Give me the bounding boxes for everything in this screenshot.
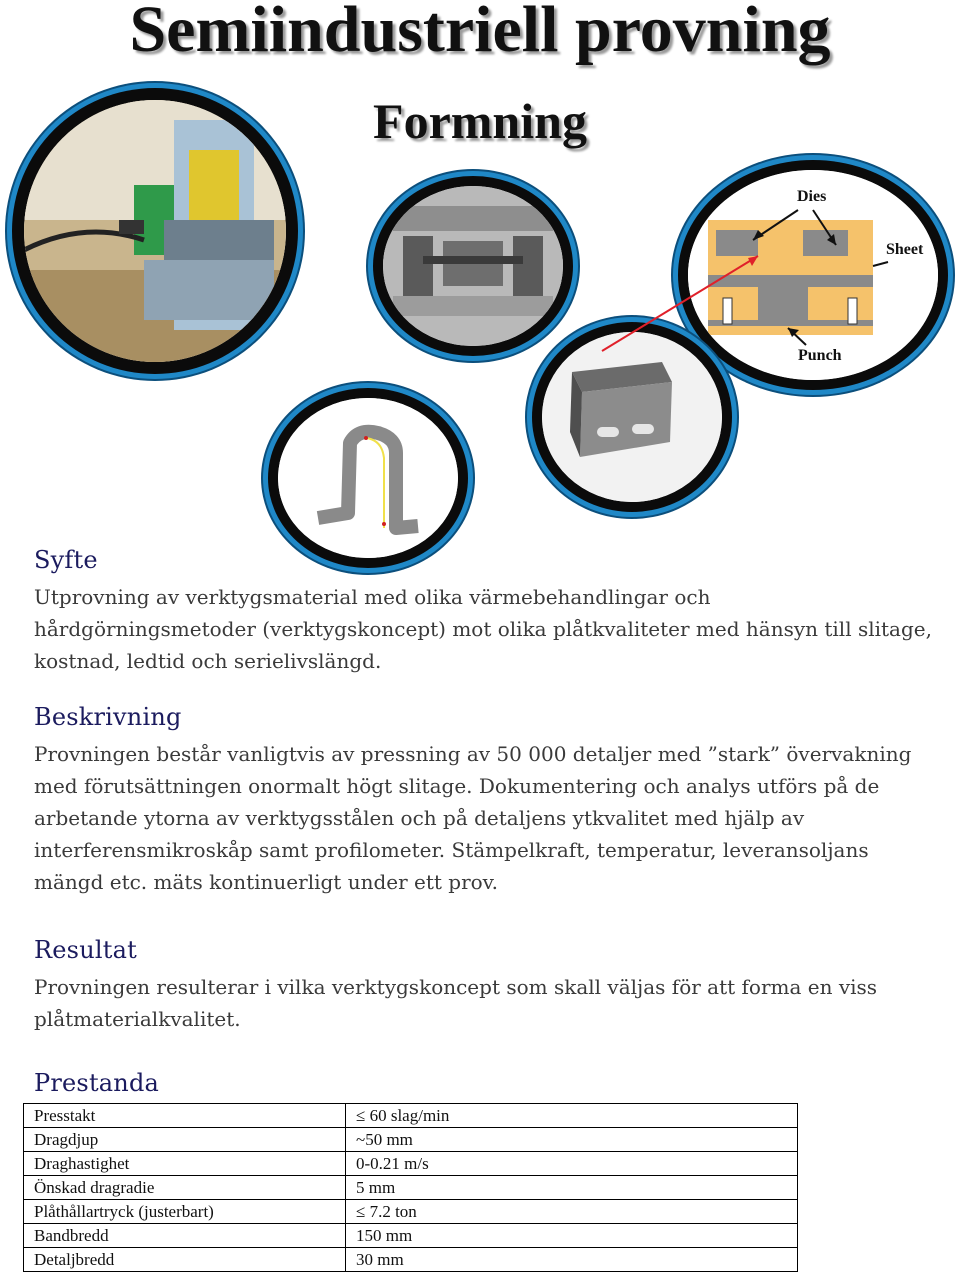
table-row bbox=[24, 1176, 798, 1200]
syfte-heading: Syfte bbox=[34, 546, 98, 574]
param-cell: Plåthållartryck (justerbart) bbox=[24, 1200, 346, 1224]
param-cell: Dragdjup bbox=[24, 1128, 346, 1152]
value-cell: 150 mm bbox=[346, 1224, 798, 1248]
resultat-text: Provningen resulterar i vilka verktygskoncept som skall väljas för att forma en viss plåtmaterialkvalitet. bbox=[34, 975, 878, 1031]
punch-block bbox=[758, 280, 808, 325]
syfte-text: Utprovning av verktygsmaterial med olika värmebehandlingar och hårdgörningsmetoder (verktygskoncept) mot olika plåtkvaliteter med hänsyn till slitage, kostnad, ledtid och serielivslängd. bbox=[34, 585, 932, 673]
formed-part-photo bbox=[532, 322, 732, 512]
table-row bbox=[24, 1104, 798, 1128]
u-part-render bbox=[268, 388, 468, 568]
param-cell: Detaljbredd bbox=[24, 1248, 346, 1272]
value-cell: ~50 mm bbox=[346, 1128, 798, 1152]
table-row bbox=[24, 1248, 798, 1272]
dies-label: Dies bbox=[797, 188, 827, 205]
table-row bbox=[24, 1224, 798, 1248]
resultat-heading: Resultat bbox=[34, 936, 137, 964]
beskrivning-text: Provningen består vanligtvis av pressning av 50 000 detaljer med ”stark” övervakning med förutsättningen onormalt högt slitage. Dokumentering och analys utförs på de arbetande ytorna av verktygsstålen och på detaljens ytkvalitet med hjälp av interferensmikroskåp samt profilometer. Stämpelkraft, temperatur, leveransoljans mängd etc. mäts kontinuerligt under ett prov. bbox=[34, 742, 912, 894]
press-machine-photo bbox=[12, 88, 298, 374]
table-row bbox=[24, 1128, 798, 1152]
param-cell: Presstakt bbox=[24, 1104, 346, 1128]
punch-label: Punch bbox=[798, 347, 842, 364]
param-cell: Draghastighet bbox=[24, 1152, 346, 1176]
page-subtitle: Formning bbox=[373, 93, 587, 149]
prestanda-table bbox=[23, 1103, 798, 1272]
beskrivning-heading: Beskrivning bbox=[34, 703, 182, 731]
prestanda-heading: Prestanda bbox=[34, 1069, 160, 1097]
value-cell: 5 mm bbox=[346, 1176, 798, 1200]
value-cell: ≤ 60 slag/min bbox=[346, 1104, 798, 1128]
param-cell: Bandbredd bbox=[24, 1224, 346, 1248]
param-cell: Önskad dragradie bbox=[24, 1176, 346, 1200]
value-cell: 30 mm bbox=[346, 1248, 798, 1272]
table-row bbox=[24, 1152, 798, 1176]
table-row bbox=[24, 1200, 798, 1224]
value-cell: ≤ 7.2 ton bbox=[346, 1200, 798, 1224]
sheet-label: Sheet bbox=[886, 241, 924, 258]
die-set-photo bbox=[373, 176, 573, 356]
page-title: Semiindustriell provning bbox=[129, 0, 831, 66]
value-cell: 0-0.21 m/s bbox=[346, 1152, 798, 1176]
